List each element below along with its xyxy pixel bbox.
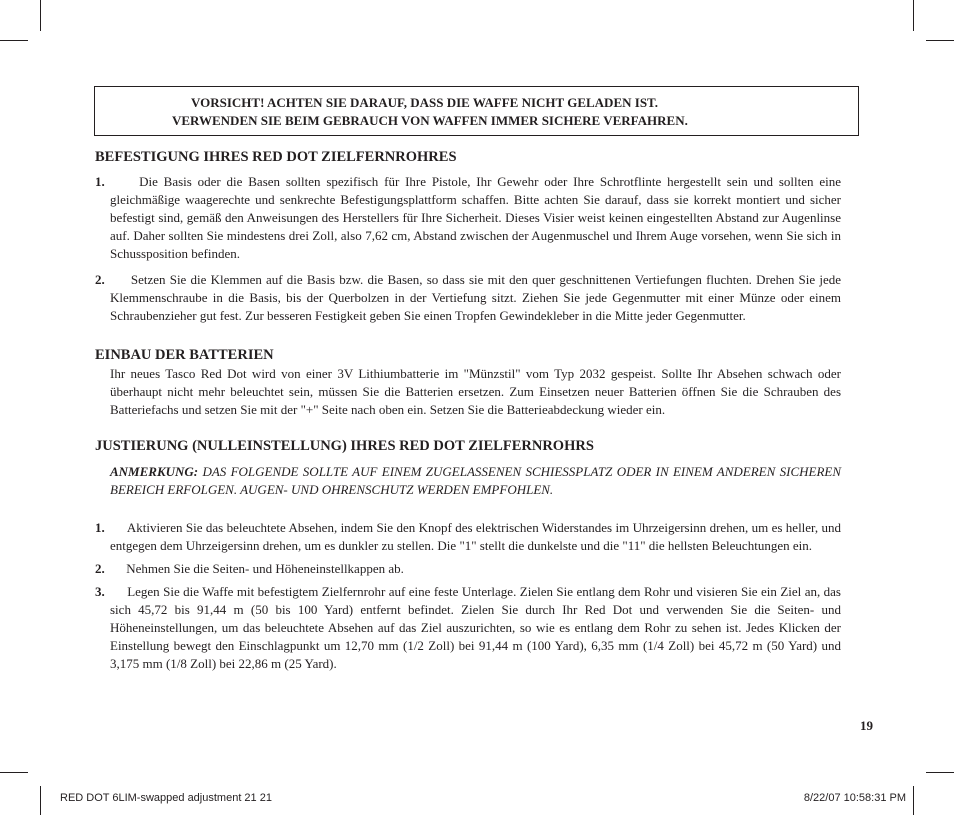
slug-right: 8/22/07 10:58:31 PM (803, 792, 906, 804)
note-label: ANMERKUNG: (110, 464, 199, 479)
slug-left: RED DOT 6LIM-swapped adjustment 21 21 (60, 792, 272, 804)
page-content (95, 147, 841, 673)
crop-mark (40, 0, 41, 31)
list-number: 3. (95, 584, 105, 599)
list-number: 1. (95, 520, 105, 535)
crop-mark (0, 40, 28, 41)
section-heading-zeroing: JUSTIERUNG (NULLEINSTELLUNG) IHRES RED DOT ZIELFERNROHRS (95, 438, 594, 454)
list-number: 1. (95, 174, 105, 189)
note-paragraph (95, 463, 841, 499)
crop-mark (0, 772, 28, 773)
safety-warning-box (94, 86, 859, 136)
list-item (95, 173, 841, 263)
section-heading-batteries: EINBAU DER BATTERIEN (95, 347, 274, 363)
crop-mark (926, 40, 954, 41)
list-text: Aktivieren Sie das beleuchtete Absehen, indem Sie den Knopf des elektrischen Widerstandes im Uhrzeigersinn drehen, um es heller, und entgegen dem Uhrzeigersinn drehen, um es dunkler zu stellen. Die "1" stellt die dunkelste und die "11" die hellsten Beleuchtungen ein. (110, 520, 841, 553)
list-item (95, 271, 841, 325)
list-text: Setzen Sie die Klemmen auf die Basis bzw. die Basen, so dass sie mit den quer geschnittenen Vertiefungen fluchten. Drehen Sie jede Klemmenschraube in die Basis, bis der Querbolzen in der Vertiefung sitzt. Ziehen Sie jede Gegenmutter mit einer Münze oder einem Schraubenzieher gut fest. Zur besseren Festigkeit geben Sie einen Tropfen Gewindekleber in die Mitte jeder Gegenmutter. (110, 272, 841, 323)
list-item (95, 583, 841, 673)
list-number: 2. (95, 272, 105, 287)
crop-mark (40, 786, 41, 815)
page-number: 19 (860, 718, 873, 733)
crop-mark (913, 0, 914, 31)
list-text: Nehmen Sie die Seiten- und Höheneinstellkappen ab. (126, 561, 404, 576)
note-text: DAS FOLGENDE SOLLTE AUF EINEM ZUGELASSENEN SCHIESSPLATZ ODER IN EINEM ANDEREN SICHEREN BEREICH ERFOLGEN. AUGEN- UND OHRENSCHUTZ WERDEN EMPFOHLEN. (110, 464, 841, 497)
list-text: Legen Sie die Waffe mit befestigtem Zielfernrohr auf eine feste Unterlage. Zielen Sie entlang dem Rohr und visieren Sie ein Ziel an, das sich 45,72 bis 91,44 m (50 bis 100 Yard) entfernt befindet. Zielen Sie durch Ihr Red Dot und verwenden Sie die Seiten- und Höheneinstellungen, um das beleuchtete Absehen auf das Ziel auszurichten, so wie es entlang dem Rohr zu sehen ist. Jedes Klicken der Einstellung bewegt den Einschlagpunkt um 12,70 mm (1/2 Zoll) bei 91,44 m (100 Yard), 6,35 mm (1/4 Zoll) bei 45,72 m (50 Yard) und 3,175 mm (1/8 Zoll) bei 22,86 m (25 Yard). (110, 584, 841, 671)
list-text: Die Basis oder die Basen sollten spezifisch für Ihre Pistole, Ihr Gewehr oder Ihre Schrotflinte hergestellt sein und sollten eine gleichmäßige waagerechte und senkrechte Befestigungsplattform schaffen. Bitte achten Sie darauf, dass sie korrekt montiert und sicher befestigt sind, gemäß den Anweisungen des Herstellers für Ihre Sicherheit. Dieses Visier weist keinen eingestellten Abstand zur Augenlinse auf. Daher sollten Sie mindestens drei Zoll, also 7,62 cm, Abstand zwischen der Augenmuschel und Ihrem Auge vorsehen, wenn Sie sich in Schussposition befinden. (110, 174, 841, 261)
list-item (95, 560, 841, 578)
crop-mark (926, 772, 954, 773)
list-number: 2. (95, 561, 105, 576)
warning-line-1: VORSICHT! ACHTEN SIE DARAUF, DASS DIE WAFFE NICHT GELADEN IST. (191, 95, 659, 110)
warning-line-2: VERWENDEN SIE BEIM GEBRAUCH VON WAFFEN IMMER SICHERE VERFAHREN. (172, 113, 688, 128)
list-item (95, 519, 841, 555)
crop-mark (913, 786, 914, 815)
paragraph-batteries: Ihr neues Tasco Red Dot wird von einer 3V Lithiumbatterie im "Münzstil" vom Typ 2032 gespeist. Sollte Ihr Absehen schwach oder überhaupt nicht mehr beleuchtet sein, müssen Sie die Batterien ersetzen. Zum Einsetzen neuer Batterien öffnen Sie die Schrauben des Batteriefachs und setzen Sie mit der "+" Seite nach oben ein. Setzen Sie die Batterieabdeckung wieder ein. (110, 366, 841, 417)
section-heading-mounting: BEFESTIGUNG IHRES RED DOT ZIELFERNROHRES (95, 149, 457, 165)
